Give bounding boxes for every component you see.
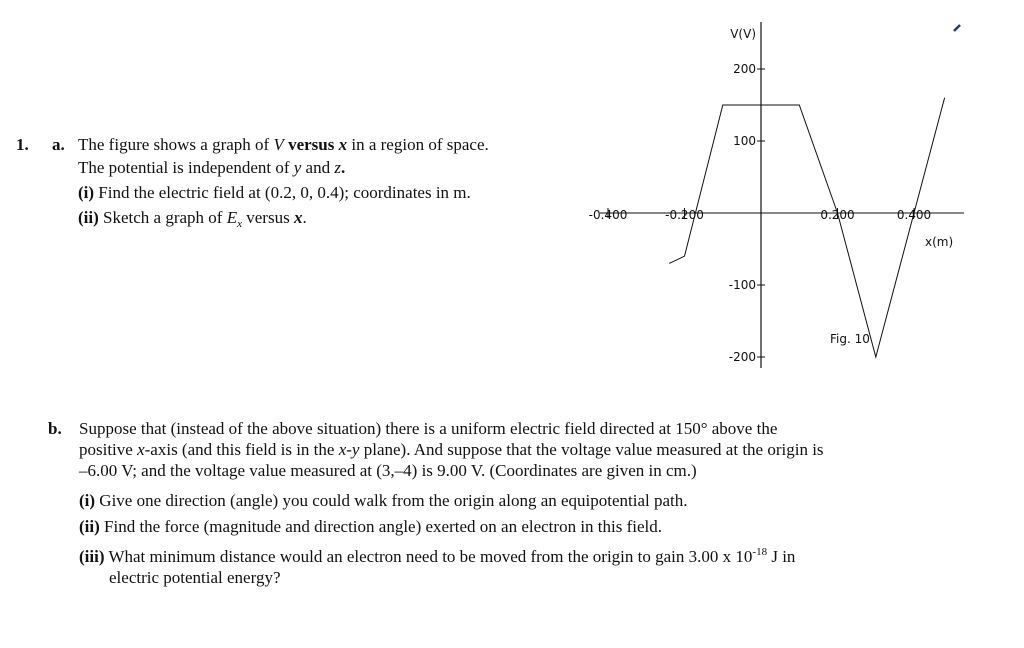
x-ticks bbox=[589, 208, 932, 222]
x-tick-label: -0.200 bbox=[665, 208, 704, 222]
part-b-question-i: (i) Give one direction (angle) you could walk from the origin along an equipotential path. bbox=[79, 491, 688, 510]
y-tick-label: -100 bbox=[728, 278, 756, 292]
potential-graph bbox=[588, 18, 966, 370]
part-a-line-1: The figure shows a graph of V versus x in a region of space. bbox=[78, 135, 489, 154]
y-axis-label: V(V) bbox=[730, 27, 756, 41]
part-b-line-1: b. Suppose that (instead of the above situation) there is a uniform electric field directed at 150° above the bbox=[48, 419, 778, 438]
problem-1-part-a bbox=[16, 133, 606, 236]
part-b-question-iii-continued: electric potential energy? bbox=[109, 568, 281, 587]
y-tick-label: -200 bbox=[728, 350, 756, 364]
part-a-line-2: The potential is independent of y and z. bbox=[78, 158, 346, 177]
check-mark-icon bbox=[954, 25, 960, 31]
part-b-line-3: –6.00 V; and the voltage value measured at (3,–4) is 9.00 V. (Coordinates are given in cm.) bbox=[79, 461, 697, 480]
part-a-question-i: (i) Find the electric field at (0.2, 0, 0.4); coordinates in m. bbox=[78, 183, 471, 202]
part-b-line-2: positive x-axis (and this field is in the x-y plane). And suppose that the voltage value measured at the origin is bbox=[79, 440, 824, 459]
x-tick-label: 0.400 bbox=[896, 208, 932, 222]
part-b-label: b. bbox=[48, 419, 62, 438]
problem-1-header-row bbox=[16, 133, 606, 156]
part-a-question-ii: (ii) Sketch a graph of $E_x$ versus x. bbox=[78, 208, 307, 230]
x-axis-label: x(m) bbox=[925, 235, 954, 249]
part-a-label: a. bbox=[52, 135, 65, 154]
problem-number: 1. bbox=[16, 135, 29, 154]
figure-caption: Fig. 10 bbox=[830, 332, 870, 346]
part-b-question-iii: (iii) What minimum distance would an electron need to be moved from the origin to gain 3.00 x $10^{-18}$ J in electric potential energy? bbox=[48, 542, 978, 588]
potential-graph-figure bbox=[588, 18, 966, 370]
x-tick-label: 0.200 bbox=[820, 208, 855, 222]
y-tick-label: 200 bbox=[733, 62, 756, 76]
y-tick-label: 100 bbox=[733, 134, 756, 148]
problem-1-part-b bbox=[48, 418, 978, 588]
x-tick-label: -0.400 bbox=[588, 208, 628, 222]
potential-curve bbox=[669, 98, 944, 357]
part-b-question-ii: (ii) Find the force (magnitude and direction angle) exerted on an electron in this field. bbox=[79, 517, 663, 536]
